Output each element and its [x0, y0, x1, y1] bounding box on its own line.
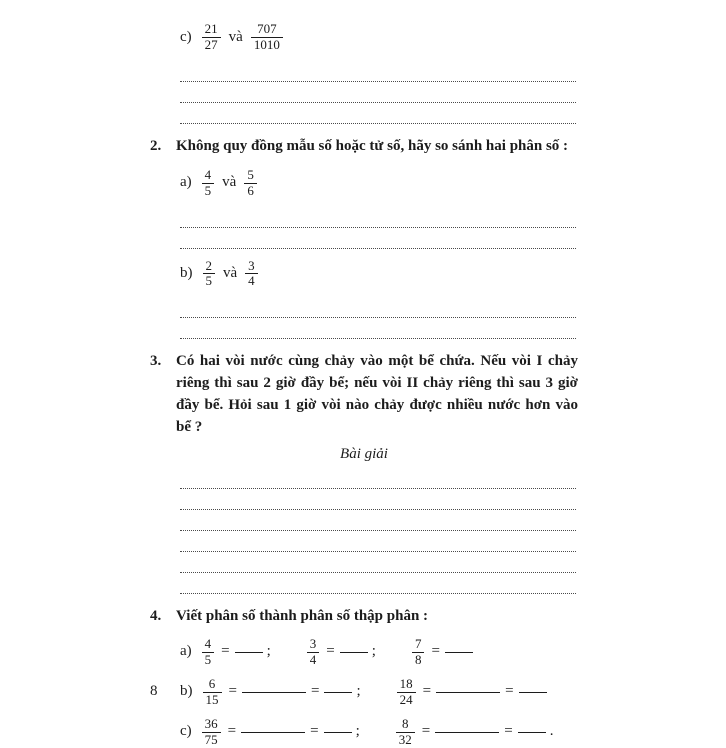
answer-line: [180, 297, 576, 318]
answer-line: [180, 82, 576, 103]
and-text: và: [228, 28, 243, 45]
answer-line: [180, 573, 576, 594]
equals-sign: =: [310, 723, 319, 740]
fraction: [251, 22, 283, 53]
fraction-denominator: 5: [203, 273, 216, 289]
fraction-denominator: 6: [244, 183, 257, 199]
question-4b: [180, 677, 578, 708]
fraction-denominator: 5: [202, 183, 215, 199]
fraction-numerator: 707: [257, 21, 277, 36]
answer-blank: [235, 651, 263, 653]
answer-lines-2b: [180, 297, 576, 339]
question-3: [150, 351, 578, 438]
fraction-denominator: 5: [202, 652, 215, 668]
and-text: và: [223, 265, 238, 282]
fraction-numerator: 3: [248, 257, 255, 273]
and-text: và: [222, 174, 237, 191]
equals-sign: =: [228, 683, 237, 700]
conversion-item: [395, 677, 551, 708]
answer-blank: [435, 731, 499, 733]
fraction-numerator: 8: [402, 715, 409, 731]
answer-line: [180, 468, 576, 489]
conversion-item: [201, 677, 361, 708]
question-4-text: Viết phân số thành phân số thập phân :: [176, 608, 429, 625]
separator: .: [549, 723, 554, 740]
equals-sign: =: [326, 643, 335, 660]
fraction: [202, 637, 215, 668]
fraction: [203, 259, 216, 290]
fraction-denominator: 4: [245, 273, 258, 289]
page-number: 8: [150, 683, 158, 699]
question-4c: [180, 717, 578, 748]
answer-line: [180, 207, 576, 228]
fraction-numerator: 6: [208, 675, 216, 691]
fraction: [202, 22, 221, 53]
question-2: [150, 136, 578, 158]
answer-blank: [518, 731, 546, 733]
fraction-numerator: 3: [309, 635, 317, 651]
answer-line: [180, 61, 576, 82]
item-label-4c: c): [180, 723, 192, 740]
fraction-denominator: 27: [202, 37, 221, 53]
answer-line: [180, 318, 576, 339]
item-label-4a: a): [180, 643, 192, 660]
answer-blank: [324, 731, 352, 733]
fraction-denominator: 32: [396, 732, 415, 748]
question-2a: [180, 168, 578, 199]
equals-sign: =: [505, 683, 514, 700]
question-2-number: 2.: [150, 137, 162, 154]
fraction: [202, 168, 215, 199]
answer-lines-3: [180, 468, 576, 594]
exercise-item-c: [180, 22, 578, 53]
conversion-item: [200, 637, 271, 668]
equals-sign: =: [227, 723, 237, 740]
fraction-numerator: 4: [204, 635, 212, 651]
answer-line: [180, 103, 576, 124]
answer-blank: [445, 651, 473, 653]
answer-blank: [241, 731, 305, 733]
question-2-text: Không quy đồng mẫu số hoặc tử số, hãy so sánh hai phân số :: [176, 137, 569, 154]
fraction: [245, 259, 258, 290]
item-label-2a: a): [180, 174, 192, 191]
fraction-denominator: 1010: [251, 37, 283, 53]
fraction-numerator: 5: [247, 166, 254, 182]
fraction: [307, 637, 320, 668]
answer-blank: [340, 651, 368, 653]
item-label-2b: b): [180, 265, 193, 282]
equals-sign: =: [431, 643, 440, 660]
fraction-numerator: 2: [205, 257, 212, 273]
conversion-item: [394, 717, 554, 748]
question-4: [150, 606, 578, 628]
question-3-text: Có hai vòi nước cùng chảy vào một bể chứa. Nếu vòi I chảy riêng thì sau 2 giờ đầy bể; nếu vòi II chảy riêng thì sau 3 giờ đầy bể. Hỏi sau 1 giờ vòi nào chảy được nhiều nước hơn vào bể ?: [176, 353, 578, 435]
solution-label: Bài giải: [340, 446, 388, 463]
answer-blank: [519, 691, 547, 693]
fraction: [412, 637, 425, 668]
answer-line: [180, 531, 576, 552]
fraction-denominator: 75: [202, 732, 221, 748]
fraction-numerator: 21: [204, 21, 218, 36]
question-2b: [180, 259, 578, 290]
answer-line: [180, 228, 576, 249]
separator: ;: [266, 643, 271, 660]
equals-sign: =: [504, 723, 513, 740]
separator: ;: [356, 683, 361, 700]
answer-blank: [242, 691, 306, 693]
equals-sign: =: [421, 723, 431, 740]
fraction: [203, 677, 222, 708]
fraction-numerator: 4: [204, 166, 212, 182]
page-content: [150, 18, 578, 748]
fraction-numerator: 7: [414, 635, 422, 651]
answer-line: [180, 510, 576, 531]
conversion-item: [305, 637, 376, 668]
fraction-denominator: 8: [412, 652, 425, 668]
separator: ;: [355, 723, 360, 740]
fraction: [397, 677, 416, 708]
conversion-item: [200, 717, 360, 748]
equals-sign: =: [310, 683, 320, 700]
fraction-numerator: 36: [204, 715, 218, 731]
fraction: [396, 717, 415, 748]
answer-blank: [436, 691, 500, 693]
answer-line: [180, 552, 576, 573]
fraction-numerator: 18: [399, 675, 413, 691]
fraction-denominator: 15: [203, 692, 222, 708]
equals-sign: =: [221, 643, 230, 660]
fraction-denominator: 24: [397, 692, 416, 708]
item-label-4b: b): [180, 683, 193, 700]
answer-blank: [324, 691, 352, 693]
equals-sign: =: [422, 683, 432, 700]
fraction-denominator: 4: [307, 652, 320, 668]
question-3-number: 3.: [150, 353, 162, 370]
fraction: [202, 717, 221, 748]
question-4a: [180, 637, 578, 668]
separator: ;: [371, 643, 376, 660]
answer-lines-2a: [180, 207, 576, 249]
question-4-number: 4.: [150, 608, 162, 625]
answer-line: [180, 489, 576, 510]
item-label-c: c): [180, 28, 192, 45]
answer-lines-c: [180, 61, 576, 124]
conversion-item: [410, 637, 477, 668]
fraction: [244, 168, 257, 199]
